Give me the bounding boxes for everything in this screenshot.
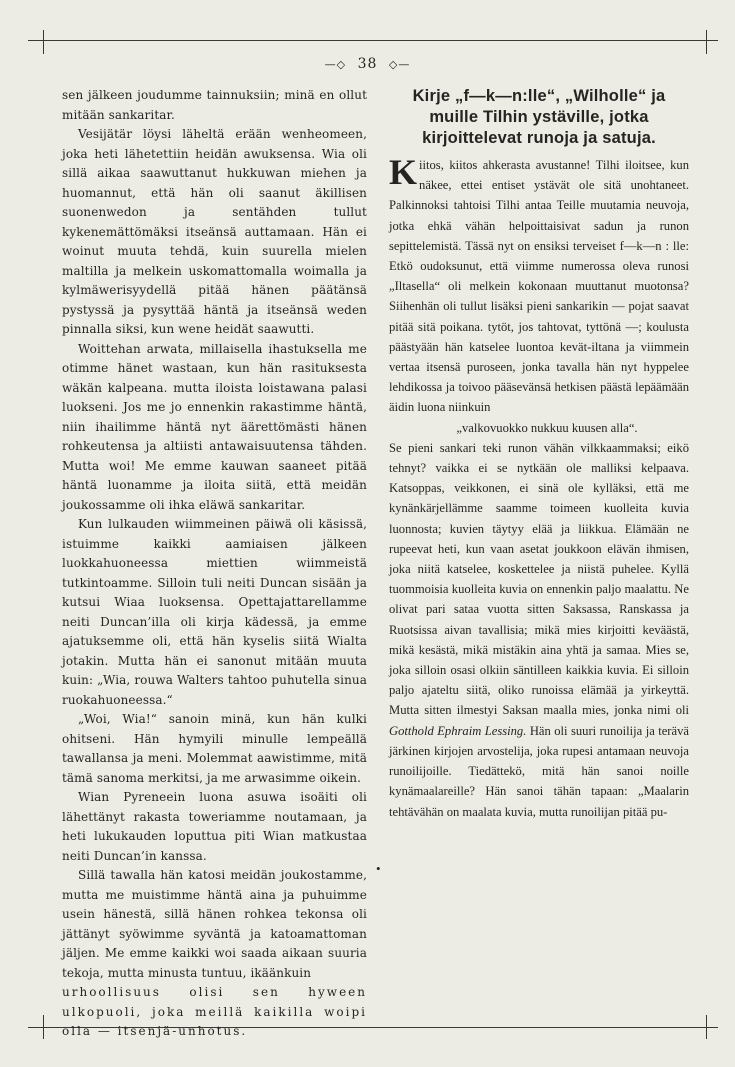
drop-cap: K [389, 152, 418, 192]
letter-title: Kirje „f—k—n:lle“, „Wilholle“ ja muille Tilhin ystäville, jotka kirjoittelevat runoja ja satuja. [412, 87, 666, 147]
left-paragraph: Kun lulkauden wiimmeinen päiwä oli käsissä, istuimme kaikki aamiaisen jälkeen luokkahuoneessa miettien wiimmeistä tutkintoamme. Silloin tuli neiti Duncan sisään ja kutsui Wiaa luoksensa. Opettajattarellamme neiti Duncan’illa oli kirja kädessä, ja emme ajatuksemme oli, että hän kyselis siitä Wialta jotakin. Mutta hän ei sanonut mitään muuta kuin: „Wia, rouwa Walters tahtoo puhutella sinua ruokahuoneessa.“ [62, 517, 367, 707]
page-header [0, 56, 735, 72]
header-ornament-left: —◇ [324, 58, 347, 71]
poem-quote: „valkovuokko nukkuu kuusen alla“. [456, 420, 638, 435]
gutter-mark: • [376, 861, 381, 876]
left-paragraph: „Woi, Wia!“ sanoin minä, kun hän kulki ohitseni. Hän hymyili minulle lempeällä tawallansa ja meni. Molemmat aawistimme, mitä tämä sanoma merkitsi, ja me arwasimme oikein. [62, 712, 367, 785]
left-paragraph: sen jälkeen joudumme tainnuksiin; minä en ollut mitään sankaritar. [62, 88, 367, 122]
letter-paragraph [389, 438, 689, 822]
header-ornament-right: ◇— [388, 58, 411, 71]
left-paragraph: Sillä tawalla hän katosi meidän joukostamme, mutta me muistimme häntä aina ja puhuimme usein hänestä, sillä hänen rohkea tekonsa oli jättänyt syöwimme syväntä ja katoamattoman jäljen. Me emme kaikki woi saada aikaan suuria tekoja, mutta minusta tuntuu, ikäänkuin [62, 868, 367, 980]
crop-mark-bottom-left [43, 1015, 44, 1039]
left-column [62, 86, 367, 1042]
letter-paragraph-text: Se pieni sankari teki runon vähän vilkkaammaksi; eikö tehnyt? vaikka ei se nytkään ole malliksi kelpaava. Katsoppas, veikkonen, ei sinä ole kylläksi, että me kynänkärjellämme saamme toimeen kuolleita kuvia luonnosta; kuvien täytyy elää ja liikkua. Elämään ne rupeevat heti, kun vaan asetat joukkoon elävän ihmisen, joka niitä katselee, koskettelee ja niistä puhelee. Kyllä tuommoisia kuolleita kuvia on ennenkin paljo maalattu. Ne olivat pari sataa vuotta sitten Saksassa, Ranskassa ja Ruotsissa aivan tavallisia; mikä mies kirjoitti keväästä, mikä kesästä, mikä mistäkin aina yhtä ja samaa. Mies se, joka silloin osasi olkiin säntilleen kaikkia kuvia. Ei silloin paljo ajateltu siitä, oliko runoissa elämää ja yirkeyttä. Mutta sitten ilmestyi Saksan maalla mies, jonka nimi oli [389, 440, 689, 718]
left-paragraph-final: urhoollisuus olisi sen hyween ulkopuoli, joka meillä kaikilla woipi olla — itsenjä-unhotus. [62, 985, 367, 1038]
lessing-name: Gotthold Ephraim Lessing. [389, 723, 527, 738]
left-paragraph: Woittehan arwata, millaisella ihastuksella me otimme hänet wastaan, kun hän rasituksesta wäkän kalpeana. mutta iloista loistawana palasi luokseni. Jos me jo ennenkin rakastimme häntä, niin ihailimme häntä nyt äärettömästi hänen rohkeutensa ja altiisti antawaisuutensa tähden. Mutta woi! Me emme kauwan saaneet pitää häntä luonamme ja iloita siitä, että meidän joukossamme oli ihka eläwä sankaritar. [62, 341, 367, 512]
left-paragraph: Vesijätär löysi läheltä erään wenheomeen, joka heti lähetettiin heidän awuksensa. Wia oli sillä aikaa saawuttanut hukkuwan miehen ja huomannut, että hän oli saanut äkillisen suonenwedon ja sentähden tullut kykenemättömäksi itseänsä auttamaan. Hän ei woinut muuta tehdä, kuin suurella mielen maltilla ja melkein uskomattomalla woimalla ja kylmäwerisyydellä pitää hänen päätänsä pystyssä ja pysyttää häntä ja itseänsä weden pinnalla siksi, kun wene heidät saawutti. [62, 127, 367, 336]
right-column [389, 86, 689, 822]
letter-paragraph [389, 152, 689, 418]
crop-mark-top [28, 40, 718, 41]
letter-paragraph-text: Hän oli suuri runoilija ja terävä järkinen kirjojen arvostelija, joka rupesi antamaan neuvoja runoilijoille. Tiedättekö, mitä hän sanoi noille kynämaalareille? Hän sanoi tähän tapaan: „Maalarin tehtävähän on maalata kuvia, mutta runoilijan pitää pu- [389, 723, 689, 819]
left-paragraph: Wian Pyreneein luona asuwa isoäiti oli lähettänyt rakasta toweriamme noutamaan, ja heti lukukauden loputtua piti Wian matkustaa neiti Duncan’in kanssa. [62, 790, 367, 863]
crop-mark-top-right [706, 30, 707, 54]
letter-paragraph-text: iitos, kiitos ahkerasta avustanne! Tilhi iloitsee, kun näkee, ettei entiset ystävät ole sitä unohtaneet. Palkinnoksi tahtoisi Tilhi antaa Teille muutamia neuvoja, jotka ehkä vähän helpoittaisivat sadun ja runon sepittelemistä. Tässä nyt on ensiksi terveiset f—k—n : lle: Etkö oudoksunut, että viimme numerossa oleva runosi „Iltasella“ oli melkein kokonaan muuttanut muotonsa? Siihenhän oli tullut lisäksi pieni sankarikin — pojat saavat pitää sitä poikana. tytöt, jos tahtovat, tyttönä —; koulusta päästyään hän katselee luontoa kevät-iltana ja viimmein vertaa itsensä puroseen, jonka tavalla hän nyt hyppelee lehdikossa ja toivoo pääsevänsä hetkisen päästä lepäämään äidin luona niinkuin [389, 158, 689, 415]
crop-mark-top-left [43, 30, 44, 54]
crop-mark-bottom-right [706, 1015, 707, 1039]
page-number: 38 [357, 56, 378, 72]
